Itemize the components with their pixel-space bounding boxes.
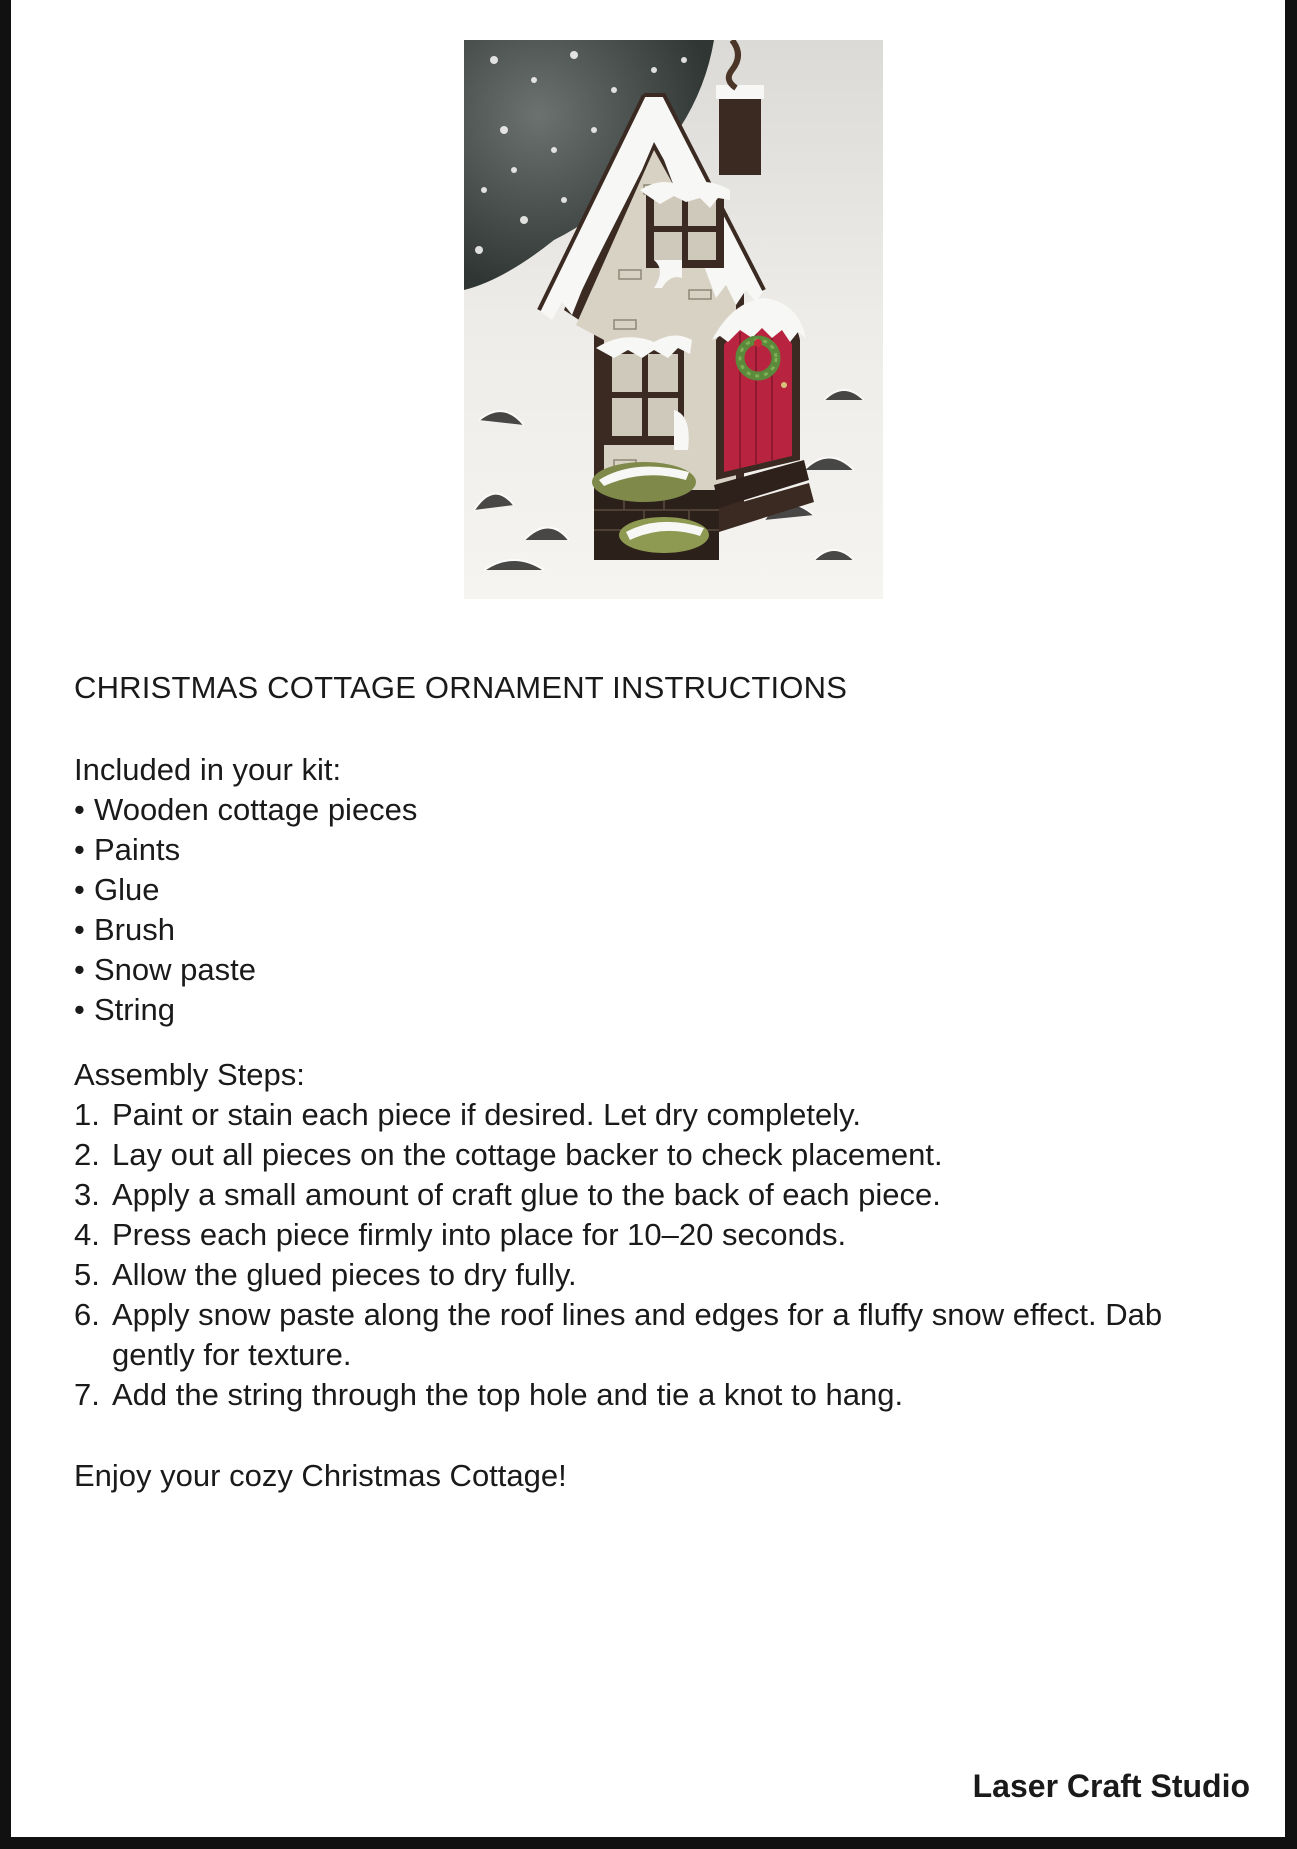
step-number: 7.: [74, 1377, 100, 1412]
cottage-ornament-photo: [464, 40, 883, 599]
kit-item: • String: [74, 990, 1204, 1030]
step-text: Allow the glued pieces to dry fully.: [112, 1257, 577, 1292]
kit-item: • Glue: [74, 870, 1204, 910]
step-number: 2.: [74, 1137, 100, 1172]
kit-item: • Paints: [74, 830, 1204, 870]
step-text: Apply a small amount of craft glue to the back of each piece.: [112, 1177, 941, 1212]
step-number: 4.: [74, 1217, 100, 1252]
step-text: Lay out all pieces on the cottage backer to check placement.: [112, 1137, 943, 1172]
kit-list: [74, 790, 1204, 1030]
step-number: 1.: [74, 1097, 100, 1132]
step-item: [74, 1135, 1204, 1175]
document-title: CHRISTMAS COTTAGE ORNAMENT INSTRUCTIONS: [74, 670, 848, 705]
closing-line: Enjoy your cozy Christmas Cottage!: [74, 1458, 567, 1493]
step-number: 5.: [74, 1257, 100, 1292]
kit-item: • Wooden cottage pieces: [74, 790, 1204, 830]
step-text: Apply snow paste along the roof lines and edges for a fluffy snow effect. Dab gently for texture.: [112, 1297, 1163, 1372]
kit-heading: Included in your kit:: [74, 752, 342, 787]
kit-item: • Brush: [74, 910, 1204, 950]
instructions-content: [74, 668, 1204, 1496]
steps-heading: Assembly Steps:: [74, 1057, 305, 1092]
step-item: [74, 1175, 1204, 1215]
step-item: [74, 1095, 1204, 1135]
step-number: 6.: [74, 1297, 100, 1332]
brand-name: Laser Craft Studio: [972, 1768, 1250, 1804]
step-item: [74, 1255, 1204, 1295]
step-item: [74, 1375, 1204, 1415]
step-text: Add the string through the top hole and tie a knot to hang.: [112, 1377, 904, 1412]
steps-list: [74, 1095, 1204, 1415]
step-item: [74, 1215, 1204, 1255]
kit-item: • Snow paste: [74, 950, 1204, 990]
step-text: Paint or stain each piece if desired. Let dry completely.: [112, 1097, 861, 1132]
step-text: Press each piece firmly into place for 10–20 seconds.: [112, 1217, 847, 1252]
step-item: [74, 1295, 1204, 1375]
step-number: 3.: [74, 1177, 100, 1212]
